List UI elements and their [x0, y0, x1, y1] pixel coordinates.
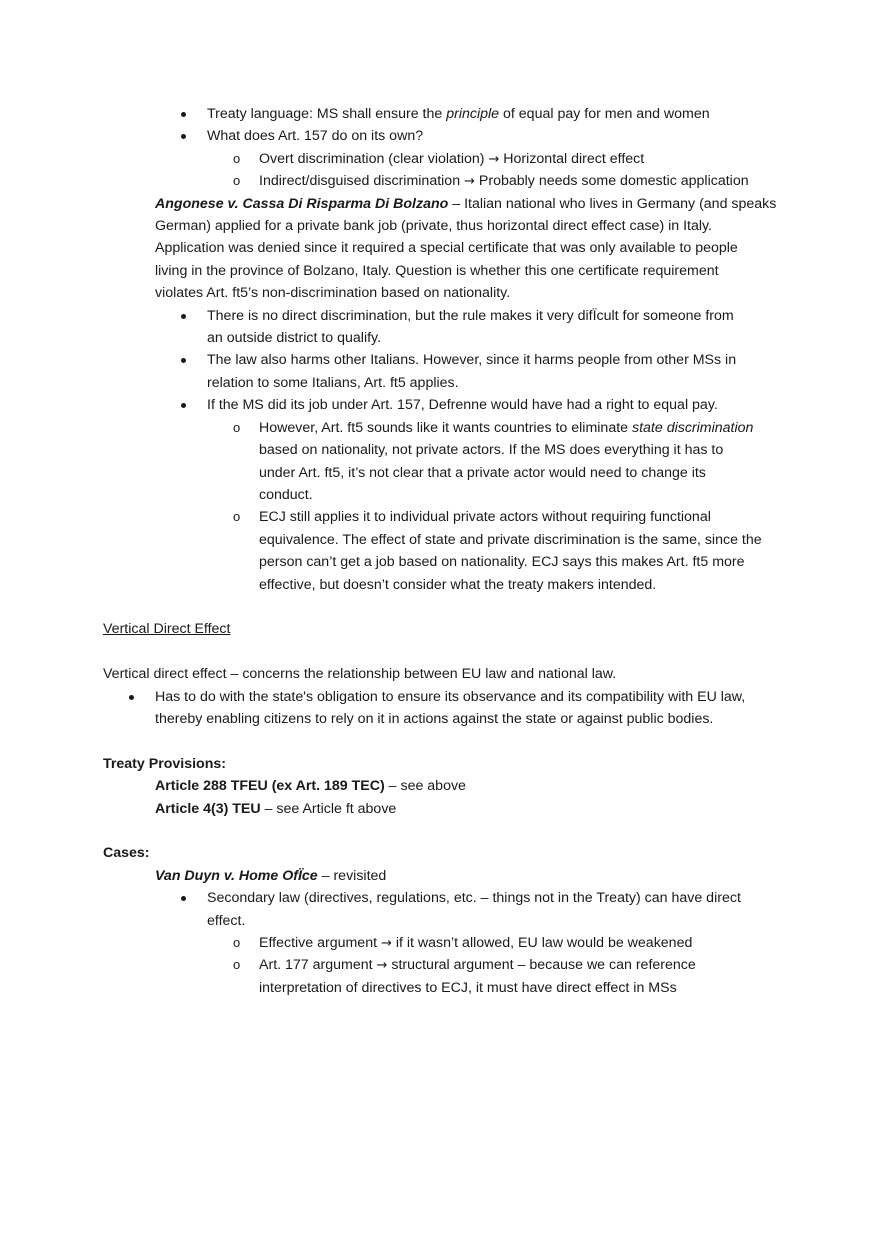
sub-bullet-overt: o Overt discrimination (clear violation) → Horizontal direct effect: [0, 148, 880, 170]
angonese-paragraph-line: Angonese v. Cassa Di Risparma Di Bolzano – Italian national who lives in Germany (and speaks: [155, 195, 777, 212]
bullet-dot: [129, 695, 134, 700]
sub-bullet-marker: o: [233, 509, 241, 525]
angonese-paragraph-line: violates Art. ft5’s non-discrimination based on nationality.: [155, 285, 511, 302]
bullet-dot: [181, 134, 186, 139]
bullet-state-obligation: Has to do with the state's obligation to ensure its observance and its compatibility with EU law,: [0, 686, 880, 708]
bullet-dot: [181, 358, 186, 363]
section-heading-treaty: Treaty Provisions:: [103, 755, 227, 772]
bullet-art157: What does Art. 157 do on its own?: [0, 125, 880, 147]
document-page: Treaty language: MS shall ensure the principle of equal pay for men and women What does Art. 157 do on its own? o Overt discrimination (clear violation) → Horizontal direct effect o Indirect/disguised discrimination → Probably needs some domestic application Angonese v. Cassa Di Risparma Di Bolzano – Italian national who lives in Germany (and speaks German) applied for a private bank job (private, thus horizontal direct effect case) in Italy. Application was denied since it required a special certificate that was only available to people living in the province of Bolzano, Italy. Question is whether this one certificate requirement violates Art. ft5’s non-discrimination based on nationality. There is no direct discrimination, but the rule makes it very difÏcult for someone from an outside district to qualify. The law also harms other Italians. However, since it harms people from other MSs in relation to some Italians, Art. ft5 applies. If the MS did its job under Art. 157, Defrenne would have had a right to equal pay. o However, Art. ft5 sounds like it wants countries to eliminate state discrimination based on nationality, not private actors. If the MS does everything it has to under Art. ft5, it’s not clear that a private actor would need to change its conduct. o ECJ still applies it to individual private actors without requiring functional equivalence. The effect of state and private discrimination is the same, since the person can’t get a job based on nationality. ECJ says this makes Art. ft5 more effective, but doesn’t consider what the treaty makers intended. Vertical Direct Effect Vertical direct effect – concerns the relationship between EU law and national law. Has to do with the state's obligation to ensure its observance and its compatibility with EU law, thereby enabling citizens to rely on it in actions against the state or against public bodies. Treaty Provisions: Article 288 TFEU (ex Art. 189 TEC) – see above Article 4(3) TEU – see Article ft above Cases: Van Duyn v. Home OfÏce – revisited Secondary law (directives, regulations, etc. – things not in the Treaty) can have direct effect. o Effective argument → if it wasn’t allowed, EU law would be weakened o Art. 177 argument → structural argument – because we can reference interpretation of directives to ECJ, it must have direct effect in MSs: [0, 103, 880, 999]
bullet-dot: [181, 112, 186, 117]
angonese-paragraph-line: Application was denied since it required a special certificate that was only available to people: [155, 240, 738, 257]
sub-bullet-marker: o: [233, 934, 241, 950]
case-name-angonese: Angonese v. Cassa Di Risparma Di Bolzano: [155, 195, 449, 212]
bullet-dot: [181, 896, 186, 901]
case-name-van-duyn: Van Duyn v. Home OfÏce: [155, 867, 318, 884]
bullet-dot: [181, 314, 186, 319]
bullet-dot: [181, 403, 186, 408]
sub-bullet-marker: o: [233, 957, 241, 973]
sub-bullet-effective-argument: o Effective argument → if it wasn’t allowed, EU law would be weakened: [0, 932, 880, 954]
arrow-right-icon: →: [488, 151, 500, 167]
sub-bullet-marker: o: [233, 419, 241, 435]
sub-bullet-state-discrimination: o However, Art. ft5 sounds like it wants countries to eliminate state discrimination: [0, 417, 880, 439]
sub-bullet-indirect: o Indirect/disguised discrimination → Probably needs some domestic application: [0, 170, 880, 192]
arrow-right-icon: →: [464, 174, 475, 190]
bullet-defrenne: If the MS did its job under Art. 157, Defrenne would have had a right to equal pay.: [0, 394, 880, 416]
treaty-article-288: Article 288 TFEU (ex Art. 189 TEC) – see above: [155, 778, 466, 795]
angonese-paragraph-line: German) applied for a private bank job (private, thus horizontal direct effect case) in Italy.: [155, 218, 713, 235]
bullet-no-direct-discrimination: There is no direct discrimination, but the rule makes it very difÏcult for someone from: [0, 305, 880, 327]
sub-bullet-art177-argument: o Art. 177 argument → structural argument – because we can reference: [0, 954, 880, 976]
section-heading-vertical: Vertical Direct Effect: [103, 621, 231, 638]
bullet-secondary-law: Secondary law (directives, regulations, etc. – things not in the Treaty) can have direct: [0, 887, 880, 909]
sub-bullet-ecj-applies: o ECJ still applies it to individual private actors without requiring functional: [0, 506, 880, 528]
section-heading-cases: Cases:: [103, 845, 150, 862]
sub-bullet-marker: o: [233, 173, 241, 189]
bullet-harms-italians: The law also harms other Italians. However, since it harms people from other MSs in: [0, 349, 880, 371]
treaty-article-4-3: Article 4(3) TEU – see Article ft above: [155, 800, 397, 817]
angonese-paragraph-line: living in the province of Bolzano, Italy. Question is whether this one certificate requirement: [155, 262, 719, 279]
vertical-definition: Vertical direct effect – concerns the relationship between EU law and national law.: [103, 666, 617, 683]
arrow-right-icon: →: [380, 935, 392, 951]
bullet-treaty-language: Treaty language: MS shall ensure the principle of equal pay for men and women: [0, 103, 880, 125]
arrow-right-icon: →: [376, 958, 388, 974]
case-van-duyn: Van Duyn v. Home OfÏce – revisited: [155, 867, 387, 884]
sub-bullet-marker: o: [233, 150, 241, 166]
